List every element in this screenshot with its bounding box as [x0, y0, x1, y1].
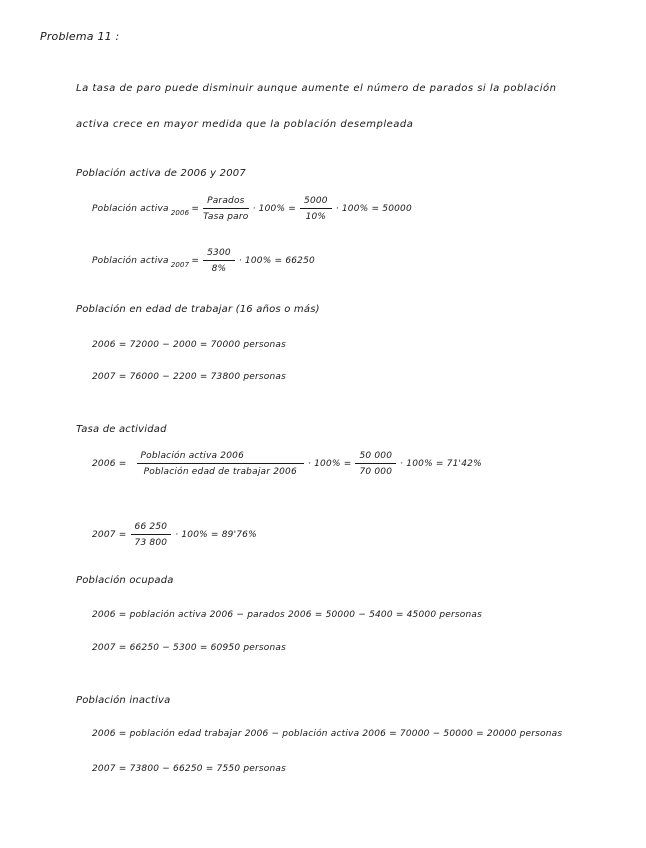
fraction: [355, 451, 396, 477]
equation-tasa-actividad-2007: [92, 522, 257, 548]
equation-poblacion-activa-2007: [92, 248, 315, 274]
line-edad-trabajar-2007: 2007 = 76000 − 2200 = 73800 personas: [92, 372, 286, 382]
line-inactiva-2007: 2007 = 73800 − 66250 = 7550 personas: [92, 764, 286, 774]
equation-result: · 100% = 50000: [335, 204, 412, 214]
equation-multiplier: · 100% =: [308, 459, 352, 469]
fraction: [137, 451, 304, 477]
section-heading-tasa-actividad: Tasa de actividad: [76, 424, 167, 435]
fraction: [300, 196, 332, 222]
intro-line-2: activa crece en mayor medida que la población desempleada: [76, 119, 414, 130]
section-heading-edad-trabajar: Población en edad de trabajar (16 años o más): [76, 304, 320, 315]
equation-result: · 100% = 71'42%: [400, 459, 482, 469]
intro-line-1: La tasa de paro puede disminuir aunque aumente el número de parados si la población: [76, 83, 557, 94]
fraction-denominator: 70 000: [359, 467, 393, 477]
equation-subscript: 2007: [170, 261, 190, 269]
fraction-numerator: 5300: [203, 248, 235, 261]
fraction-numerator: Parados: [203, 196, 248, 209]
equation-lhs: 2006 =: [92, 459, 127, 469]
fraction-denominator: Tasa paro: [203, 212, 249, 222]
equation-poblacion-activa-2006: [92, 196, 412, 222]
fraction: [203, 248, 235, 274]
line-ocupada-2007: 2007 = 66250 − 5300 = 60950 personas: [92, 643, 286, 653]
fraction-denominator: Población edad de trabajar 2006: [143, 467, 297, 477]
equation-lhs: Población activa: [92, 256, 169, 266]
line-inactiva-2006: 2006 = población edad trabajar 2006 − población activa 2006 = 70000 − 50000 = 20000 personas: [92, 729, 563, 739]
fraction-numerator: 50 000: [355, 451, 396, 464]
fraction-denominator: 8%: [211, 264, 227, 274]
equation-lhs: Población activa: [92, 204, 169, 214]
fraction-numerator: 5000: [300, 196, 332, 209]
problem-title: Problema 11 :: [40, 30, 120, 43]
equation-result: · 100% = 89'76%: [175, 530, 257, 540]
line-edad-trabajar-2006: 2006 = 72000 − 2000 = 70000 personas: [92, 340, 286, 350]
section-heading-poblacion-activa: Población activa de 2006 y 2007: [76, 168, 246, 179]
equals-sign: =: [191, 256, 200, 266]
fraction-numerator: Población activa 2006: [137, 451, 304, 464]
equation-subscript: 2006: [170, 209, 190, 217]
fraction-denominator: 73 800: [134, 538, 168, 548]
fraction-denominator: 10%: [305, 212, 327, 222]
section-heading-poblacion-ocupada: Población ocupada: [76, 575, 174, 586]
section-heading-poblacion-inactiva: Población inactiva: [76, 695, 171, 706]
equation-result: · 100% = 66250: [238, 256, 315, 266]
equation-lhs: 2007 =: [92, 530, 127, 540]
line-ocupada-2006: 2006 = población activa 2006 − parados 2006 = 50000 − 5400 = 45000 personas: [92, 610, 482, 620]
equals-sign: =: [191, 204, 200, 214]
fraction-numerator: 66 250: [131, 522, 172, 535]
fraction: [131, 522, 172, 548]
equation-multiplier: · 100% =: [252, 204, 297, 214]
fraction: [203, 196, 248, 222]
equation-tasa-actividad-2006: [92, 451, 482, 477]
